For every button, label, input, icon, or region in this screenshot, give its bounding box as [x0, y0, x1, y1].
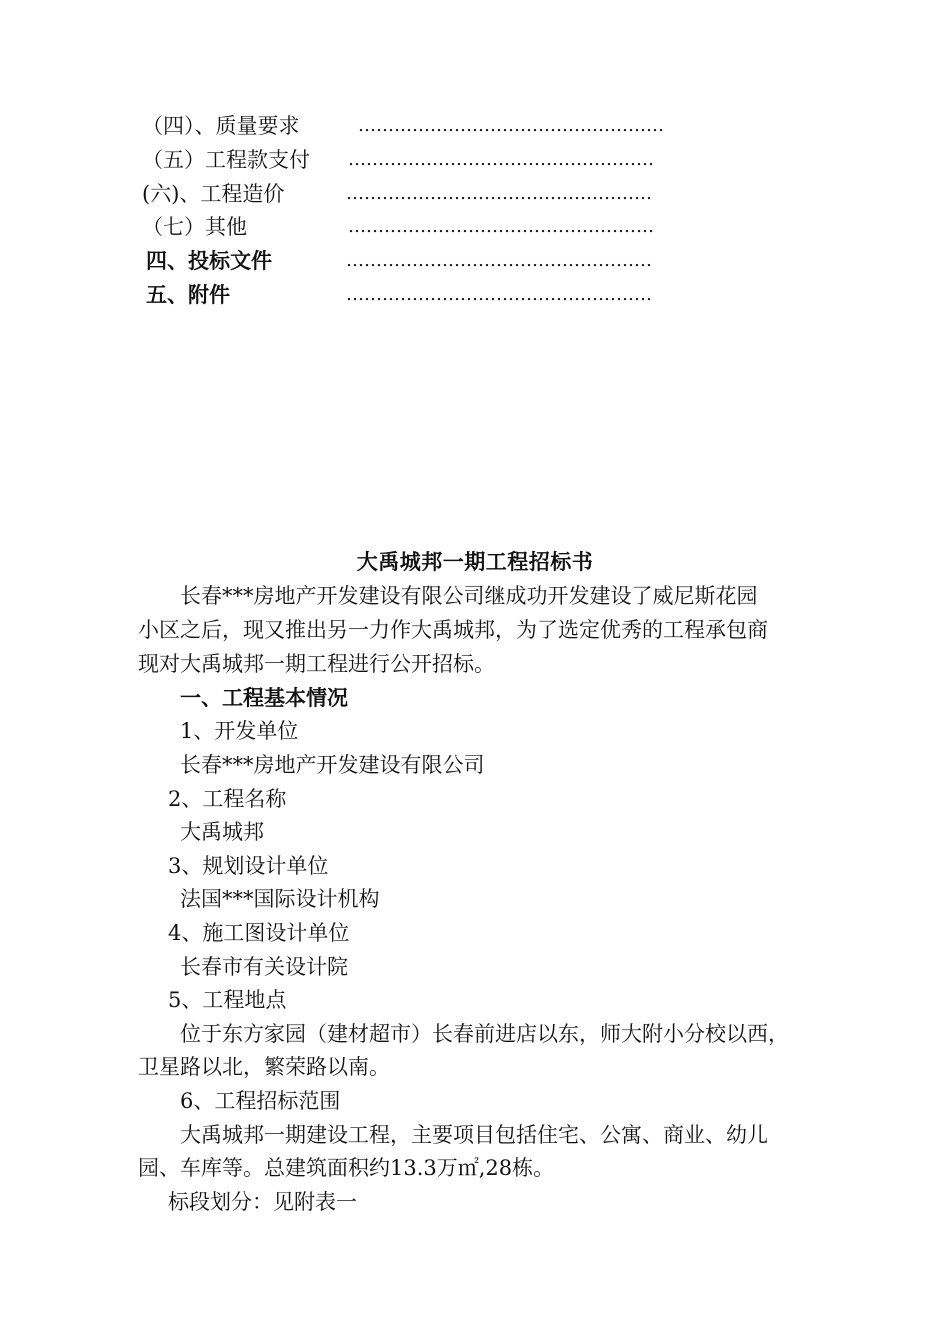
item-label: 2、工程名称 — [168, 787, 287, 811]
location-line-2: 卫星路以北，繁荣路以南。 — [138, 1055, 390, 1079]
section-heading: 一、工程基本情况 — [180, 685, 348, 710]
item-label: 3、规划设计单位 — [168, 854, 329, 878]
toc-entry[interactable] — [0, 246, 950, 276]
intro-line-1: 长春***房地产开发建设有限公司继成功开发建设了威尼斯花园 — [180, 584, 758, 608]
toc-entry-label: (六)、工程造价 — [142, 182, 285, 206]
toc-entry[interactable] — [0, 212, 950, 242]
toc-leader-dots: …………………………………………… — [348, 216, 654, 237]
scope-line-1: 大禹城邦一期建设工程，主要项目包括住宅、公寓、商业、幼儿 — [180, 1123, 768, 1147]
item-label: 6、工程招标范围 — [180, 1089, 341, 1113]
document-title: 大禹城邦一期工程招标书 — [356, 549, 594, 574]
toc-entry-label: （五）工程款支付 — [142, 148, 310, 172]
toc-entry-label: （七）其他 — [142, 215, 247, 239]
item-label: 5、工程地点 — [168, 988, 287, 1012]
intro-line-2: 小区之后，现又推出另一力作大禹城邦，为了选定优秀的工程承包商 — [138, 618, 768, 642]
toc-entry[interactable] — [0, 145, 950, 175]
toc-leader-dots: …………………………………………… — [346, 250, 652, 271]
toc-entry-label: （四）、质量要求 — [142, 114, 300, 138]
item-value: 长春***房地产开发建设有限公司 — [180, 753, 485, 777]
item-label: 4、施工图设计单位 — [168, 921, 350, 945]
sections-note: 标段划分：见附表一 — [168, 1190, 357, 1214]
toc-leader-dots: …………………………………………… — [358, 115, 664, 136]
scope-line-2: 园、车库等。总建筑面积约13.3万㎡,28栋。 — [138, 1156, 555, 1180]
location-line-1: 位于东方家园（建材超市）长春前进店以东，师大附小分校以西， — [180, 1022, 789, 1046]
toc-leader-dots: …………………………………………… — [348, 149, 654, 170]
item-value: 法国***国际设计机构 — [180, 887, 380, 911]
toc-entry[interactable] — [0, 280, 950, 310]
intro-line-3: 现对大禹城邦一期工程进行公开招标。 — [138, 652, 495, 676]
toc-entry-label: 四、投标文件 — [146, 248, 272, 273]
toc-leader-dots: …………………………………………… — [346, 183, 652, 204]
toc-entry[interactable] — [0, 111, 950, 141]
item-label: 1、开发单位 — [180, 719, 299, 743]
toc-entry[interactable] — [0, 179, 950, 209]
item-value: 大禹城邦 — [180, 820, 264, 844]
item-value: 长春市有关设计院 — [180, 955, 348, 979]
toc-entry-label: 五、附件 — [146, 282, 230, 307]
toc-leader-dots: …………………………………………… — [346, 284, 652, 305]
